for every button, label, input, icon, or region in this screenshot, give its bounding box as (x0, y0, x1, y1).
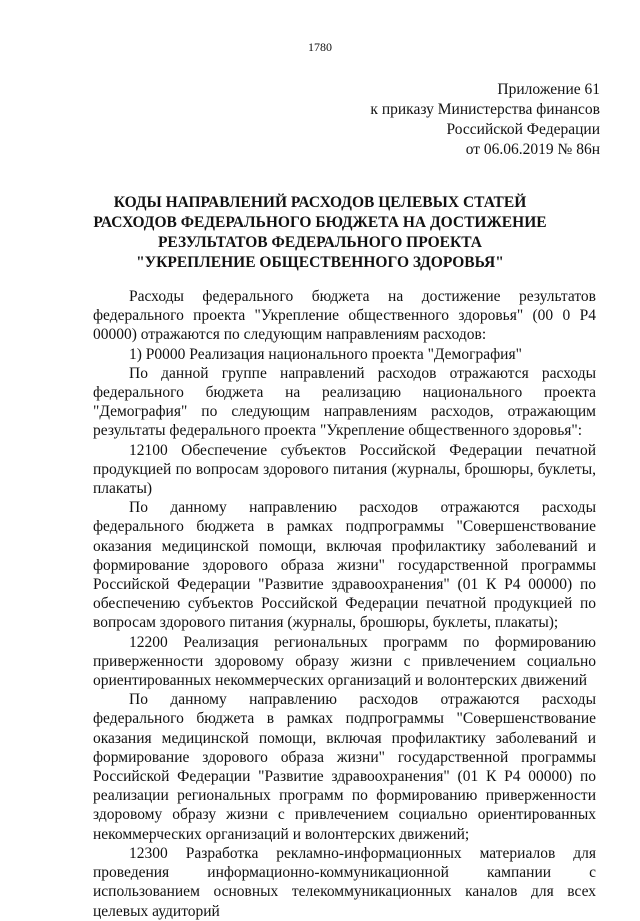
appendix-line: от 06.06.2019 № 86н (465, 141, 600, 158)
title-line: РАСХОДОВ ФЕДЕРАЛЬНОГО БЮДЖЕТА НА ДОСТИЖЕНИЕ (93, 214, 547, 231)
paragraph-code-12100: 12100 Обеспечение субъектов Российской Федерации печатной продукцией по вопросам здорового питания (журналы, брошюры, буклеты, плакаты) (93, 441, 596, 498)
paragraph-code-12200: 12200 Реализация региональных программ по формированию приверженности здоровому образу жизни с привлечением социально ориентированных некоммерческих организаций и волонтерских движений (93, 633, 596, 690)
page-number: 1780 (308, 40, 332, 54)
paragraph-section-description: По данной группе направлений расходов отражаются расходы федерального бюджета на реализацию национального проекта "Демография" по следующим направлениям расходов, отражающим результаты федерального проекта "Укрепление общественного здоровья": (93, 364, 596, 440)
paragraph-intro: Расходы федерального бюджета на достижение результатов федерального проекта "Укрепление общественного здоровья" (00 0 Р4 00000) отражаются по следующим направлениям расходов: (93, 288, 596, 344)
paragraph-code-12100-description: По данному направлению расходов отражаются расходы федерального бюджета в рамках подпрограммы "Совершенствование оказания медицинской помощи, включая профилактику заболеваний и формирование здорового образа жизни" государственной программы Российской Федерации "Развитие здравоохранения" (01 К Р4 00000) по обеспечению субъектов Российской Федерации печатной продукцией по вопросам здорового питания (журналы, брошюры, буклеты, плакаты); (93, 499, 596, 632)
title-line: КОДЫ НАПРАВЛЕНИЙ РАСХОДОВ ЦЕЛЕВЫХ СТАТЕЙ (113, 194, 527, 211)
appendix-line: Приложение 61 (497, 81, 600, 98)
document-title (40, 193, 600, 273)
document-body (93, 287, 596, 921)
appendix-line: к приказу Министерства финансов (370, 101, 600, 118)
paragraph-code-12300: 12300 Разработка рекламно-информационных материалов для проведения информационно-коммуникационной кампании с использованием основных телекоммуникационных каналов для всех целевых аудиторий (93, 844, 596, 920)
appendix-block (370, 80, 600, 160)
title-line: "УКРЕПЛЕНИЕ ОБЩЕСТВЕННОГО ЗДОРОВЬЯ" (136, 254, 504, 271)
paragraph-code-12200-description: По данному направлению расходов отражаются расходы федерального бюджета в рамках подпрограммы "Совершенствование оказания медицинской помощи, включая профилактику заболеваний и формирование здорового образа жизни" государственной программы Российской Федерации "Развитие здравоохранения" (01 К Р4 00000) по реализации региональных программ по формированию приверженности здоровому образу жизни с привлечением социально ориентированных некоммерческих организаций и волонтерских движений; (93, 691, 596, 843)
paragraph-section-heading: 1) Р0000 Реализация национального проекта "Демография" (129, 345, 522, 363)
title-line: РЕЗУЛЬТАТОВ ФЕДЕРАЛЬНОГО ПРОЕКТА (157, 234, 483, 251)
appendix-line: Российской Федерации (446, 121, 600, 138)
